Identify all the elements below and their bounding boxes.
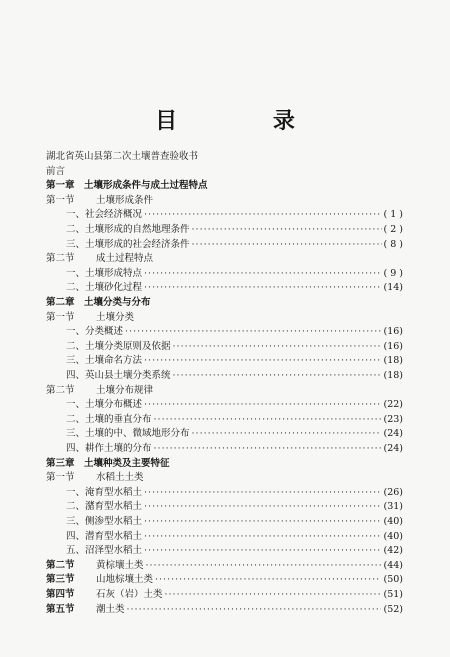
subsection-title: 土壤分类原则及依据 (85, 340, 171, 352)
subsection-entry (66, 398, 403, 412)
page-number: (31) (383, 501, 403, 513)
subsection-label: 三、 (66, 355, 86, 367)
toc-entry-text: 前言 (46, 165, 66, 177)
subsection-entry (66, 369, 403, 383)
section-title: 山地棕壤土类 (96, 574, 154, 586)
section-label: 第二节 (46, 384, 75, 396)
page-number: (16) (383, 340, 403, 352)
dot-leader (144, 515, 381, 529)
subsection-title: 土壤的中、微域地形分布 (85, 428, 190, 440)
section-heading (46, 194, 153, 208)
subsection-label: 四、 (66, 530, 86, 542)
subsection-entry (66, 238, 403, 252)
subsection-label: 一、 (66, 399, 86, 411)
page-number: (42) (383, 545, 403, 557)
subsection-label: 二、 (66, 340, 86, 352)
subsection-title: 土壤形成的自然地理条件 (85, 224, 190, 235)
subsection-label: 五、 (66, 545, 86, 557)
chapter-label: 第二章 (46, 297, 75, 308)
page-number: (18) (383, 355, 403, 367)
section-title: 石灰（岩）土类 (96, 589, 163, 600)
subsection-entry (66, 486, 403, 500)
dot-leader (144, 208, 381, 222)
page-number: (40) (383, 530, 403, 542)
section-label: 第一节 (46, 311, 75, 323)
subsection-title: 潜育型水稻土 (85, 530, 143, 542)
dot-leader (173, 340, 382, 354)
dot-leader (144, 486, 381, 500)
chapter-heading (46, 179, 208, 193)
subsection-entry (66, 442, 403, 456)
section-title: 土壤形成条件 (96, 194, 154, 206)
page-number: (24) (383, 428, 403, 440)
toc-entry-text: 湖北省英山县第二次土壤普查验收书 (46, 151, 199, 162)
section-label: 第二节 (46, 559, 75, 571)
dot-leader (125, 325, 381, 339)
dot-leader (192, 427, 382, 441)
toc-entry (46, 150, 198, 164)
section-label: 第二节 (46, 253, 75, 265)
subsection-entry (66, 325, 403, 339)
page-number: (51) (383, 589, 403, 600)
section-title: 黄棕壤土类 (96, 559, 144, 571)
dot-leader (154, 413, 382, 427)
page-number: (23) (383, 413, 403, 425)
subsection-label: 三、 (66, 516, 86, 527)
section-title: 土壤分类 (96, 311, 135, 323)
section-heading (46, 471, 144, 485)
subsection-label: 四、 (66, 443, 86, 454)
dot-leader (155, 573, 381, 587)
section-heading (46, 384, 153, 398)
section-heading (46, 311, 134, 325)
subsection-title: 土壤分布概述 (85, 399, 143, 411)
page-number: (44) (383, 559, 403, 571)
dot-leader (127, 603, 382, 617)
section-title: 水稻土土类 (96, 472, 144, 484)
subsection-label: 一、 (66, 326, 86, 338)
subsection-title: 潴育型水稻土 (85, 501, 143, 513)
chapter-title: 土壤分类与分布 (84, 297, 151, 308)
dot-leader (144, 267, 381, 281)
chapter-label: 第三章 (46, 457, 75, 469)
dot-leader (144, 530, 381, 544)
section-title: 成土过程特点 (96, 253, 154, 265)
subsection-label: 四、 (66, 370, 86, 381)
subsection-entry (66, 515, 403, 529)
subsection-entry (66, 281, 403, 295)
section-heading (46, 588, 403, 602)
subsection-entry (66, 530, 403, 544)
chapter-heading (46, 457, 170, 471)
section-heading (46, 252, 153, 266)
subsection-label: 三、 (66, 238, 86, 250)
section-title: 潮土类 (96, 603, 125, 615)
section-label: 第四节 (46, 589, 75, 600)
subsection-entry (66, 544, 403, 558)
page-number: (26) (383, 486, 403, 498)
page-number: ( 9 ) (383, 267, 403, 279)
subsection-title: 土壤形成特点 (85, 267, 143, 279)
dot-leader (144, 354, 381, 368)
section-heading (46, 603, 403, 617)
subsection-entry (66, 223, 403, 237)
subsection-title: 土壤命名方法 (85, 355, 143, 367)
subsection-title: 英山县土壤分类系统 (85, 370, 171, 381)
section-label: 第一节 (46, 194, 75, 206)
subsection-entry (66, 427, 403, 441)
page-number: (22) (383, 399, 403, 411)
subsection-title: 社会经济概况 (85, 209, 143, 221)
toc-entry (46, 165, 65, 179)
page-number: (16) (383, 326, 403, 338)
subsection-title: 土壤砂化过程 (85, 282, 143, 294)
chapter-title: 土壤形成条件与成土过程特点 (84, 180, 208, 192)
page-number: ( 2 ) (383, 224, 403, 235)
dot-leader (144, 500, 381, 514)
subsection-label: 一、 (66, 267, 86, 279)
chapter-title: 土壤种类及主要特征 (84, 457, 170, 469)
subsection-label: 二、 (66, 224, 86, 235)
subsection-label: 一、 (66, 209, 86, 221)
page-number: (14) (383, 282, 403, 294)
section-heading (46, 573, 403, 587)
subsection-entry (66, 340, 403, 354)
subsection-label: 二、 (66, 413, 86, 425)
subsection-title: 侧渗型水稻土 (85, 516, 143, 527)
subsection-entry (66, 354, 403, 368)
page-number: (50) (383, 574, 403, 586)
subsection-label: 二、 (66, 282, 86, 294)
dot-leader (144, 281, 381, 295)
subsection-entry (66, 500, 403, 514)
page-number: ( 8 ) (383, 238, 403, 250)
subsection-entry (66, 413, 403, 427)
subsection-title: 沼泽型水稻土 (85, 545, 143, 557)
dot-leader (146, 559, 382, 573)
subsection-title: 土壤的垂直分布 (85, 413, 152, 425)
subsection-label: 一、 (66, 486, 86, 498)
section-heading (46, 559, 403, 573)
subsection-label: 二、 (66, 501, 86, 513)
section-label: 第三节 (46, 574, 75, 586)
subsection-title: 分类概述 (85, 326, 124, 338)
dot-leader (144, 398, 381, 412)
subsection-entry (66, 208, 403, 222)
page-number: (18) (383, 370, 403, 381)
subsection-entry (66, 267, 403, 281)
page-number: (24) (383, 443, 403, 454)
page-title: 目 录 (155, 109, 339, 134)
chapter-heading (46, 296, 151, 310)
subsection-title: 土壤形成的社会经济条件 (85, 238, 190, 250)
dot-leader (165, 588, 382, 602)
section-title: 土壤分布规律 (96, 384, 154, 396)
page-number: ( 1 ) (383, 209, 403, 221)
chapter-label: 第一章 (46, 180, 75, 192)
page-number: (40) (383, 516, 403, 527)
dot-leader (192, 223, 382, 237)
subsection-label: 三、 (66, 428, 86, 440)
dot-leader (144, 544, 381, 558)
dot-leader (154, 442, 382, 456)
page-number: (52) (383, 603, 403, 615)
subsection-title: 淹育型水稻土 (85, 486, 143, 498)
section-label: 第五节 (46, 603, 75, 615)
subsection-title: 耕作土壤的分布 (85, 443, 152, 454)
section-label: 第一节 (46, 472, 75, 484)
dot-leader (192, 238, 382, 252)
dot-leader (173, 369, 382, 383)
